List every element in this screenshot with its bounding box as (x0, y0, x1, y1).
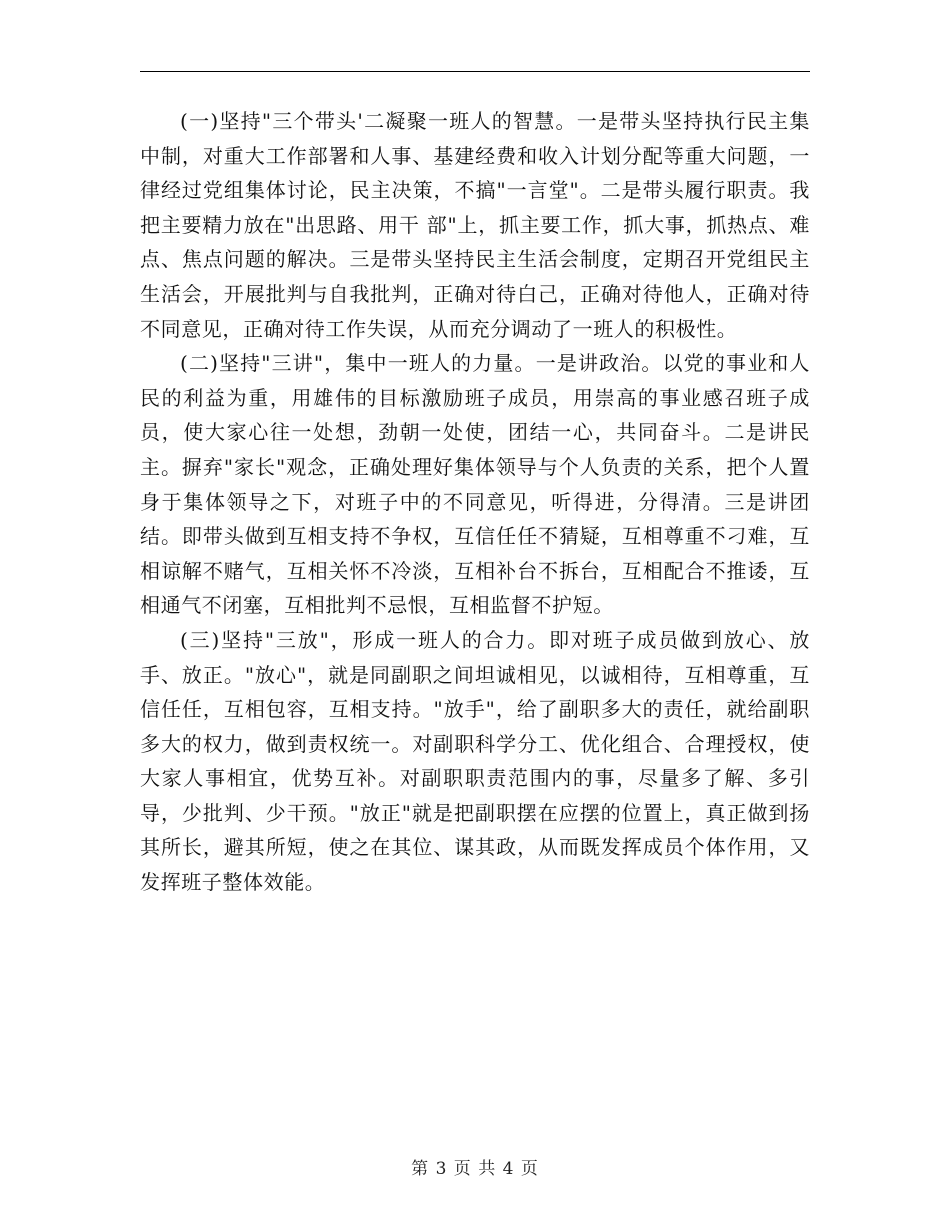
paragraph-3: (三)坚持"三放"，形成一班人的合力。即对班子成员做到放心、放手、放正。"放心"，就是同副职之间坦诚相见，以诚相待，互相尊重，互信任任，互相包容，互相支持。"放手"，给了副职多大的责任，就给副职多大的权力，做到责权统一。对副职科学分工、优化组合、合理授权，使大家人事相宜，优势互补。对副职职责范围内的事，尽量多了解、多引导，少批判、少干预。"放正"就是把副职摆在应摆的位置上，真正做到扬其所长，避其所短，使之在其位、谋其政，从而既发挥成员个体作用，又发挥班子整体效能。 (140, 627, 810, 895)
paragraph-2: (二)坚持"三讲"，集中一班人的力量。一是讲政治。以党的事业和人民的利益为重，用雄伟的目标激励班子成员，用崇高的事业感召班子成员，使大家心往一处想，劲朝一处使，团结一心，共同奋斗。二是讲民主。摒弃"家长"观念，正确处理好集体领导与个人负责的关系，把个人置身于集体领导之下，对班子中的不同意见，听得进，分得清。三是讲团结。即带头做到互相支持不争权，互信任任不猜疑，互相尊重不刁难，互相谅解不赌气，互相关怀不冷淡，互相补台不拆台，互相配合不推诿，互相通气不闭塞，互相批判不忌恨，互相监督不护短。 (140, 351, 810, 618)
paragraph-1: (一)坚持"三个带头'二凝聚一班人的智慧。一是带头坚持执行民主集中制，对重大工作部署和人事、基建经费和收入计划分配等重大问题，一律经过党组集体讨论，民主决策，不搞"一言堂"。二是带头履行职责。我把主要精力放在"出思路、用干 部"上，抓主要工作，抓大事，抓热点、难点、焦点问题的解决。三是带头坚持民主生活会制度，定期召开党组民主生活会，开展批判与自我批判，正确对待白己，正确对待他人，正确对待不同意见，正确对待工作失误，从而充分调动了一班人的积极性。 (140, 109, 810, 341)
page-footer: 第 3 页 共 4 页 (411, 1159, 539, 1179)
document-body (140, 104, 810, 900)
header-rule (140, 71, 810, 72)
